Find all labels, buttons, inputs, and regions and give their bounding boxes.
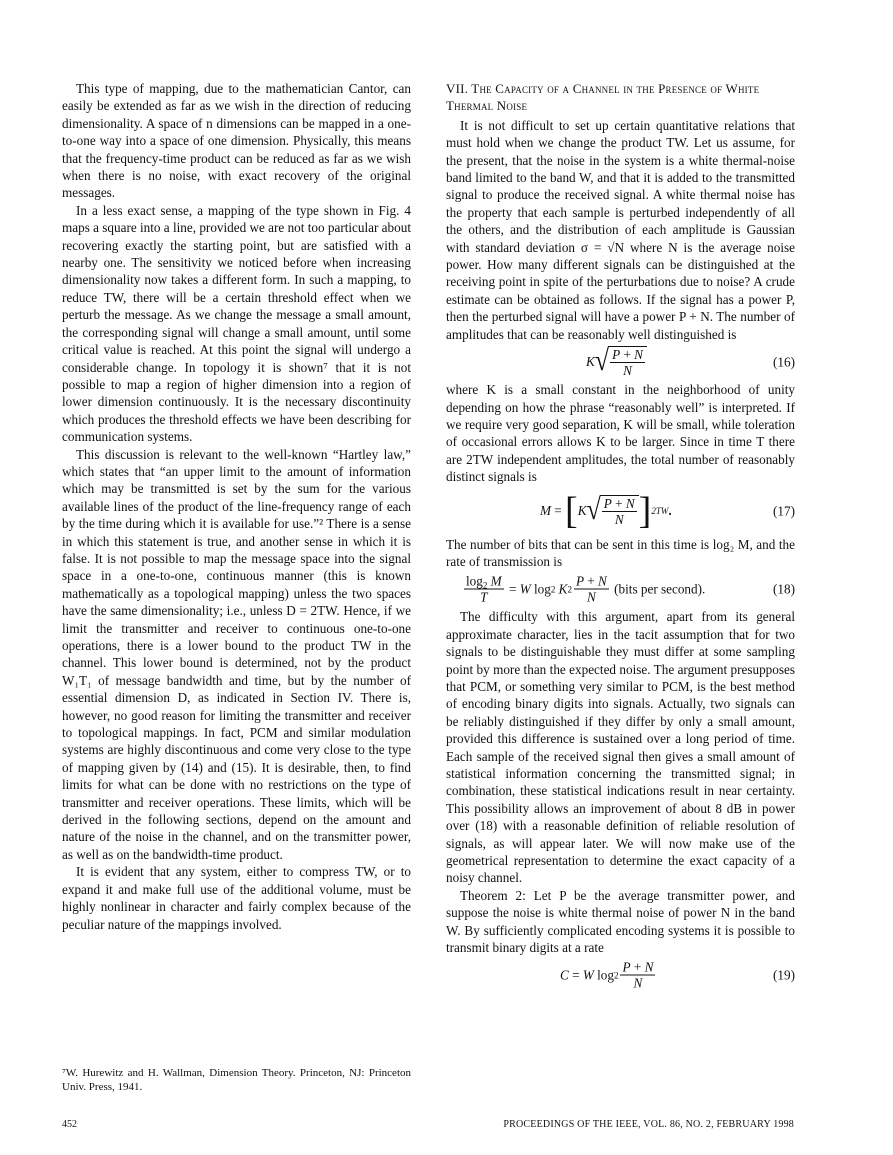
paragraph: It is evident that any system, either to compress TW, or to expand it and make full use of the additional volume, must be highly nonlinear in character and fairly complex because of the peculiar nature of the mappings involved. — [62, 864, 411, 932]
left-column — [62, 80, 411, 933]
paragraph: Theorem 2: Let P be the average transmitter power, and suppose the noise is white thermal noise of power N in the band W. By sufficiently complicated encoding systems it is possible to transmit binary digits at a rate — [446, 887, 795, 956]
equation-number: (17) — [773, 502, 795, 518]
page-number: 452 — [62, 1119, 77, 1130]
equation-19 — [446, 956, 795, 994]
equation-number: (18) — [773, 581, 795, 597]
equation-18 — [446, 570, 795, 608]
paragraph: In a less exact sense, a mapping of the type shown in Fig. 4 maps a square into a line, provided we are not too particular about recovering exactly the starting point, but are satisfied with a nearby one. The sensitivity we noticed before when increasing dimensionality now takes a different form. In such a mapping, to reduce TW, there will be a certain threshold effect when we perturb the message. As we change the message a small amount, the corresponding signal will change a small amount, until some critical value is reached. At this point the signal will undergo a considerable change. In topology it is shown⁷ that it is not possible to map a region of higher dimension into a region of lower dimension continuously. It is the necessary discontinuity which produces the threshold effects we have been describing for communication systems. — [62, 202, 411, 445]
right-column — [446, 80, 795, 994]
equation-16 — [446, 343, 795, 381]
equation-body: M = [ K √ $\frac{P + N}{N}$ ] 2TW . — [540, 489, 672, 532]
equation-number: (19) — [773, 967, 795, 983]
equation-body: C = W log 2 $\frac{P + N}{N}$ — [560, 959, 654, 991]
equation-body: $\frac{\log_2 M}{T}$ = W log 2 K 2 $\frac{P + N}{N}$ (bits per second). — [466, 573, 706, 605]
section-heading: VII. The Capacity of a Channel in the Presence of White Thermal Noise — [446, 81, 760, 114]
equation-17 — [446, 486, 795, 536]
paragraph: where K is a small constant in the neighborhood of unity depending on how the phrase “reasonably well” is interpreted. If we require very good separation, K will be small, while toleration of occasional errors allows K to be larger. Since in time T there are 2TW independent amplitudes, the total number of reasonably distinct signals is — [446, 382, 795, 485]
equation-number: (16) — [773, 354, 795, 370]
footnote: ⁷W. Hurewitz and H. Wallman, Dimension Theory. Princeton, NJ: Princeton Univ. Press, 1941. — [62, 1067, 411, 1093]
paragraph: The number of bits that can be sent in this time is log₂ M, and the rate of transmission is — [446, 536, 795, 569]
equation-body: K √ $\frac{P + N}{N}$ — [586, 346, 647, 378]
paragraph: It is not difficult to set up certain quantitative relations that must hold when we change the product TW. Let us assume, for the present, that the noise in the system is a white thermal-noise band limited to the band W, and that it is added to the transmitted signal to produce the received signal. A white thermal noise has the property that each sample is perturbed independently of all the others, and the distribution of each amplitude is Gaussian with standard deviation σ = √N where N is the average noise power. How many different signals can be distinguished at the receiving point in spite of the perturbations due to noise? A crude estimate can be obtained as follows. If the signal has a power P, then the perturbed signal will have a power P + N. The number of amplitudes that can be reasonably well distinguished is — [446, 117, 795, 342]
journal-footer: PROCEEDINGS OF THE IEEE, VOL. 86, NO. 2, FEBRUARY 1998 — [503, 1119, 794, 1130]
paragraph: This type of mapping, due to the mathematician Cantor, can easily be extended as far as we wish in the direction of reducing dimensionality. A space of n dimensions can be mapped in a one-to-one way into a space of one dimension. Physically, this means that the frequency-time product can be reduced as far as we wish when there is no noise, with exact recovery of the original messages. — [62, 81, 411, 201]
paragraph: This discussion is relevant to the well-known “Hartley law,” which states that “an upper limit to the amount of information which may be transmitted is set by the sum for the various available lines of the product of the line-frequency range of each by the time during which it is available for use.”² There is a sense in which this statement is true, and another sense in which it is false. It is not possible to map the message space into the signal space in a one-to-one, continuous manner (this is known mathematically as a topological mapping) unless the two spaces have the same dimensionality; i.e., unless D = 2TW. Hence, if we limit the transmitter and receiver to continuous one-to-one operations, there is a lower bound to the product TW in the channel. This lower bound is determined, not by the product W₁T₁ of message bandwidth and time, but by the number of essential dimension D, as indicated in Section IV. There is, however, no good reason for limiting the transmitter and receiver to topological mappings. In fact, PCM and similar modulation systems are highly discontinuous and come very close to the type of mapping given by (14) and (15). It is desirable, then, to find limits for what can be done with no restrictions on the type of transmitter and receiver operations. These limits, which will be derived in the following sections, depend on the amount and nature of the noise in the channel, and on the transmitter power, as well as on the bandwidth-time product. — [62, 446, 411, 862]
paragraph: The difficulty with this argument, apart from its general approximate character, lies in the tacit assumption that for two signals to be distinguishable they must differ at some sampling point by more than the expected noise. The argument presupposes that PCM, or something very similar to PCM, is the best method of encoding binary digits into signals. Actually, two signals can be reliably distinguished if they differ by only a small amount, provided this difference is sustained over a long period of time. Each sample of the received signal then gives a small amount of statistical information concerning the transmitted signal; in combination, these statistical indications result in near certainty. This possibility allows an improvement of about 8 dB in power over (18) with a reasonable definition of reliable resolution of signals, as will appear later. We will now make use of the geometrical representation to determine the exact capacity of a noisy channel. — [446, 609, 795, 886]
